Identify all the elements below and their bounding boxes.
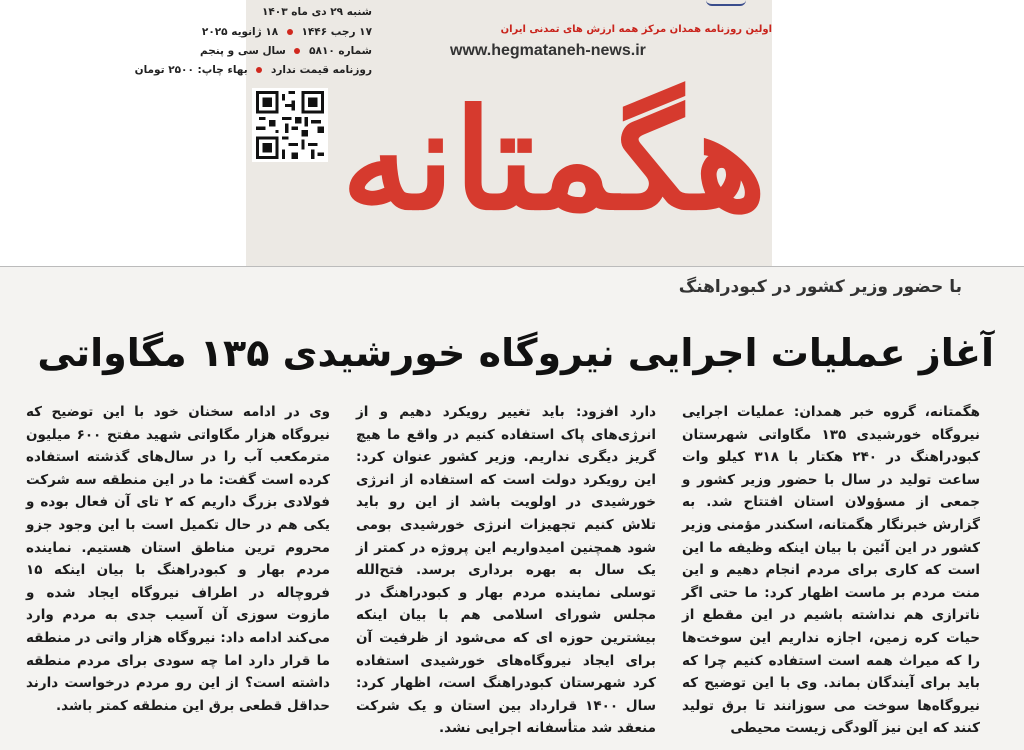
article-headline: آغاز عملیات اجرایی نیروگاه خورشیدی ۱۳۵ مگاواتی xyxy=(37,331,994,375)
column-text: وی در ادامه سخنان خود با این توضیح که نیروگاه هزار مگاواتی شهید مفتح ۶۰۰ میلیون مترمکعب آب را در سال‌های گذشته استفاده کرده است گفت: ما در این منطقه سه شرکت فولادی بزرگ داریم که ۲ تای آن فعال بوده و یکی هم در حال تکمیل است با این وجود جزو محروم ترین مناطق استان هستیم. نماینده مردم بهار و کبودراهنگ با بیان اینکه ۱۵ فروچاله در اطراف نیروگاه ایجاد شده و مازوت سوزی آن آسیب جدی به مردم وارد می‌کند ادامه داد: نیروگاه هزار واتی در منطقه ما قرار دارد اما چه سودی برای مردم منطقه داشته است؟ از این رو مردم درخواست دارند حداقل قطعی برق این منطقه کمتر باشد. xyxy=(26,404,330,714)
qr-code-icon xyxy=(252,88,328,162)
date-line xyxy=(262,6,372,18)
newspaper-logo: هگمتانه xyxy=(341,78,767,241)
print-price: بهاء چاپ: ۲۵۰۰ تومان xyxy=(134,64,248,76)
hijri-date: ۱۷ رجب ۱۴۴۶ xyxy=(301,26,372,38)
column-text: هگمتانه، گروه خبر همدان: عملیات اجرایی نیروگاه خورشیدی ۱۳۵ مگاواتی شهرستان کبودراهنگ در ۲۴۰ هکتار با ۳۱۸ کیلو وات ساعت تولید در سال با حضور وزیر کشور و جمعی از مسؤولان استان افتتاح شد. به گزارش خبرنگار هگمتانه، اسکندر مؤمنی وزیر کشور در این آئین با بیان اینکه وظیفه ما این است که کاری برای مردم انجام دهیم و این منت مردم بر ماست اظهار کرد: ما حتی اگر ناترازی هم نداشته باشیم در این مقطع از حیات کره زمین، اجازه نداریم این سوخت‌ها را که میراث همه است استفاده کنیم چرا که باید برای آیندگان بماند. وی با این توضیح که نیروگاه‌ها سوخت می سوزانند تا برق تولید کنند که این نیز آلودگی زیست محیطی xyxy=(682,404,980,737)
issue-number: شماره ۵۸۱۰ xyxy=(309,45,372,57)
price-note: روزنامه قیمت ندارد xyxy=(270,64,372,76)
article-column-2 xyxy=(356,401,656,741)
article-column-1 xyxy=(682,401,980,741)
pen-stroke-mark xyxy=(706,0,746,6)
bullet-dot-icon xyxy=(287,29,293,35)
bullet-dot-icon xyxy=(294,48,300,54)
newspaper-masthead xyxy=(134,0,772,266)
column-text: دارد افزود: باید تغییر رویکرد دهیم و از انرژی‌های پاک استفاده کنیم در واقع ما هیچ گریز دیگری نداریم. وزیر کشور عنوان کرد: این رویکرد دولت است که استفاده از انرژی خورشیدی در اولویت باشد از این رو باید تلاش کنیم تجهیزات انرژی خورشیدی بومی شود همچنین امیدواریم این پروژه در کمتر از یک سال به بهره برداری برسد. فتح‌الله توسلی نماینده مردم بهار و کبودراهنگ در مجلس شورای اسلامی هم با بیان اینکه بیشترین حوزه ای که می‌شود از ظرفیت آن برای ایجاد نیروگاه‌های خورشیدی استفاده کرد شهرستان کبودراهنگ است، اظهار کرد: سال ۱۴۰۰ قرارداد بین استان و یک شرکت منعقد شد متأسفانه اجرایی نشد. xyxy=(356,404,656,737)
news-article xyxy=(0,266,1024,750)
bullet-dot-icon xyxy=(256,67,262,73)
tagline: اولین روزنامه همدان مرکز همه ارزش های تمدنی ایران xyxy=(500,24,772,35)
issue-line xyxy=(200,45,372,57)
article-kicker: با حضور وزیر کشور در کبودراهنگ xyxy=(678,277,962,297)
dates-line xyxy=(202,26,372,38)
article-column-3 xyxy=(26,401,330,741)
year-label: سال سی و پنجم xyxy=(199,45,286,57)
website-link[interactable]: www.hegmataneh-news.ir xyxy=(450,42,646,59)
persian-date: شنبه ۲۹ دی ماه ۱۴۰۳ xyxy=(261,6,372,18)
gregorian-date: ۱۸ ژانویه ۲۰۲۵ xyxy=(201,26,279,38)
